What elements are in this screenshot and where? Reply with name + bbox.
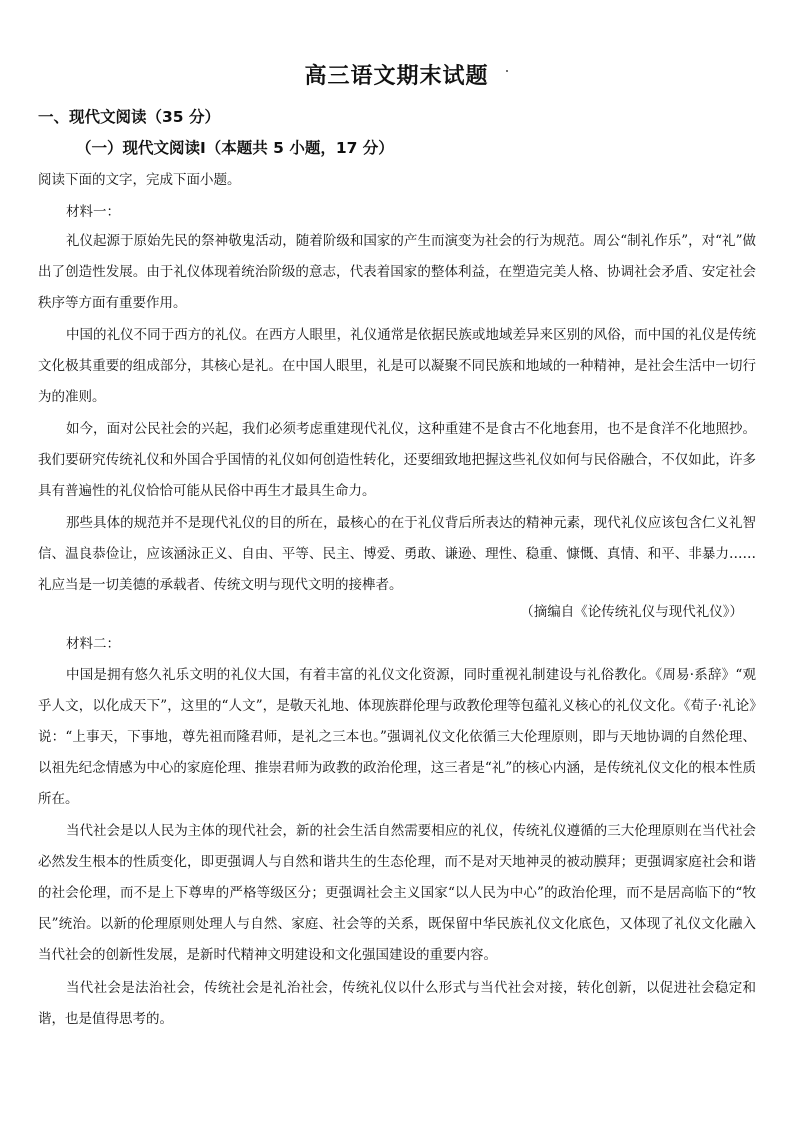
material-two-paragraph-1: 中国是拥有悠久礼乐文明的礼仪大国，有着丰富的礼仪文化资源，同时重视礼制建设与礼俗教化。《周易·系辞》“观乎人文，以化成天下”，这里的“人文”，是敬天礼地、体现族群伦理与政教伦理等包蕴礼义核心的礼仪文化。《荀子·礼论》说：“上事天，下事地，尊先祖而隆君师，是礼之三本也。”强调礼仪文化依循三大伦理原则，即与天地协调的自然伦理、以祖先纪念情感为中心的家庭伦理、推崇君师为政教的政治伦理，这三者是“礼”的核心内涵，是传统礼仪文化的根本性质所在。 [38, 667, 756, 807]
material-two-paragraph-3: 当代社会是法治社会，传统社会是礼治社会，传统礼仪以什么形式与当代社会对接，转化创新，以促进社会稳定和谐，也是值得思考的。 [38, 980, 756, 1027]
material-two-label: 材料二： [66, 636, 120, 652]
instructions: 阅读下面的文字，完成下面小题。 [38, 172, 241, 188]
material-one-paragraph-1: 礼仪起源于原始先民的祭神敬鬼活动，随着阶级和国家的产生而演变为社会的行为规范。周公“制礼作乐”，对“礼”做出了创造性发展。由于礼仪体现着统治阶级的意志，代表着国家的整体利益，在塑造完美人格、协调社会矛盾、安定社会秩序等方面有重要作用。 [38, 233, 756, 311]
material-one-source: （摘编自《论传统礼仪与现代礼仪》） [520, 604, 743, 620]
material-one-label: 材料一： [66, 204, 120, 220]
material-one-paragraph-3: 如今，面对公民社会的兴起，我们必须考虑重建现代礼仪，这种重建不是食古不化地套用，也不是食洋不化地照抄。我们要研究传统礼仪和外国合乎国情的礼仪如何创造性转化，还要细致地把握这些礼仪如何与民俗融合，不仅如此，许多具有普遍性的礼仪恰恰可能从民俗中再生才最具生命力。 [38, 421, 756, 499]
stray-dot [506, 70, 508, 72]
material-two-paragraph-2: 当代社会是以人民为主体的现代社会，新的社会生活自然需要相应的礼仪，传统礼仪遵循的三大伦理原则在当代社会必然发生根本的性质变化，即更强调人与自然和谐共生的生态伦理，而不是对天地神灵的被动膜拜；更强调家庭社会和谐的社会伦理，而不是上下尊卑的严格等级区分；更强调社会主义国家“以人民为中心”的政治伦理，而不是居高临下的“牧民”统治。以新的伦理原则处理人与自然、家庭、社会等的关系，既保留中华民族礼仪文化底色，又体现了礼仪文化融入当代社会的创新性发展，是新时代精神文明建设和文化强国建设的重要内容。 [38, 823, 756, 963]
section-heading: 一、现代文阅读（35 分） [38, 108, 220, 126]
page-title: 高三语文期末试题 [304, 64, 489, 89]
material-one-paragraph-2: 中国的礼仪不同于西方的礼仪。在西方人眼里，礼仪通常是依据民族或地域差异来区别的风俗，而中国的礼仪是传统文化极其重要的组成部分，其核心是礼。在中国人眼里，礼是可以凝聚不同民族和地域的一种精神，是社会生活中一切行为的准则。 [38, 327, 756, 405]
material-one-paragraph-4: 那些具体的规范并不是现代礼仪的目的所在，最核心的在于礼仪背后所表达的精神元素，现代礼仪应该包含仁义礼智信、温良恭俭让，应该涵泳正义、自由、平等、民主、博爱、勇敢、谦逊、理性、稳重、慷慨、真情、和平、非暴力……礼应当是一切美德的承载者、传统文明与现代文明的接榫者。 [38, 515, 756, 593]
subsection-heading: （一）现代文阅读Ⅰ（本题共 5 小题，17 分） [76, 139, 394, 157]
